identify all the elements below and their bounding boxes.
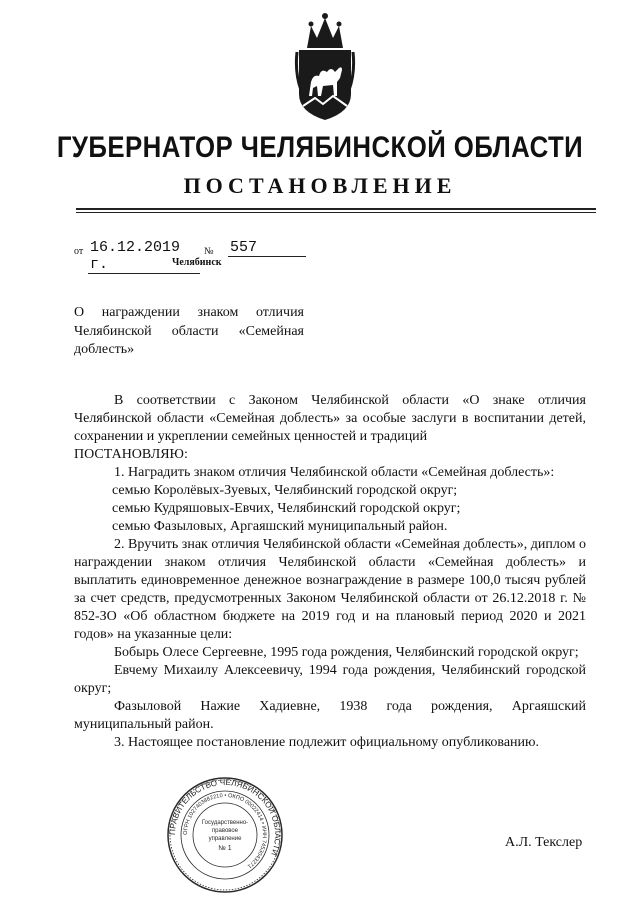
number-label: № — [204, 246, 214, 257]
preamble-paragraph: В соответствии с Законом Челябинской области «О знаке отличия Челябинской области «Семейная доблесть» за особые заслуги в воспитании детей, сохранении и укреплении семейных ценностей и традиций — [74, 393, 586, 444]
family-list-item: семью Кудряшовых-Евчих, Челябинский городской округ; — [112, 501, 461, 516]
subject-block — [74, 304, 304, 360]
signer-name: А.Л. Текслер — [505, 835, 583, 850]
item-1-paragraph: 1. Наградить знаком отличия Челябинской области «Семейная доблесть»: — [114, 465, 555, 480]
recipient-list-item: Евчему Михаилу Алексеевичу, 1994 года рождения, Челябинский городской округ; — [74, 663, 586, 696]
coat-of-arms-emblem — [293, 8, 357, 122]
city-label: Челябинск — [172, 257, 222, 268]
seal-ring-text: ОГРН 1027403882210 • ОКПО 00022414 • ИНН 7453043271 — [182, 792, 268, 869]
recipient-list-item: Бобырь Олесе Сергеевне, 1995 года рождения, Челябинский городской округ; — [114, 645, 579, 660]
date-label: от — [74, 246, 84, 257]
subject-text: О награждении знаком отличия Челябинской области «Семейная доблесть» — [74, 305, 304, 357]
seal-center-line: Государственно- — [201, 820, 249, 826]
family-list-item: семью Фазыловых, Аргаяшский муниципальный район. — [112, 519, 448, 534]
header-divider — [76, 208, 596, 210]
family-list-item: семью Королёвых-Зуевых, Челябинский городской округ; — [112, 483, 458, 498]
number-value: 557 — [228, 239, 306, 257]
seal-center-line: № 1 — [218, 845, 232, 852]
date-value: 16.12.2019 г. — [88, 239, 200, 274]
decree-word: ПОСТАНОВЛЯЮ: — [74, 447, 188, 462]
header-divider-thin — [76, 212, 596, 213]
seal-center-line: правовое — [211, 828, 239, 834]
item-2-paragraph: 2. Вручить знак отличия Челябинской области «Семейная доблесть», диплом о награждении знаком отличия Челябинской области «Семейная доблесть» и выплатить единовременное денежное вознаграждение в размере 100,0 тысяч рублей за счет средств, предусмотренных Законом Челябинской области от 26.12.2018 г. № 852-ЗО «Об областном бюджете на 2019 год и на плановый период 2020 и 2021 годов» на указанные цели: — [74, 537, 586, 642]
seal-center-line: управление — [208, 836, 242, 842]
governor-title: ГУБЕРНАТОР ЧЕЛЯБИНСКОЙ ОБЛАСТИ — [56, 131, 584, 164]
official-seal — [166, 776, 284, 894]
document-type: ПОСТАНОВЛЕНИЕ — [183, 173, 457, 198]
item-3-paragraph: 3. Настоящее постановление подлежит официальному опубликованию. — [114, 735, 539, 750]
document-body — [74, 392, 586, 752]
recipient-list-item: Фазыловой Нажие Хадиевне, 1938 года рождения, Аргаяшский муниципальный район. — [74, 699, 586, 732]
seal-outer-text: ПРАВИТЕЛЬСТВО ЧЕЛЯБИНСКОЙ ОБЛАСТИ — [167, 777, 283, 857]
